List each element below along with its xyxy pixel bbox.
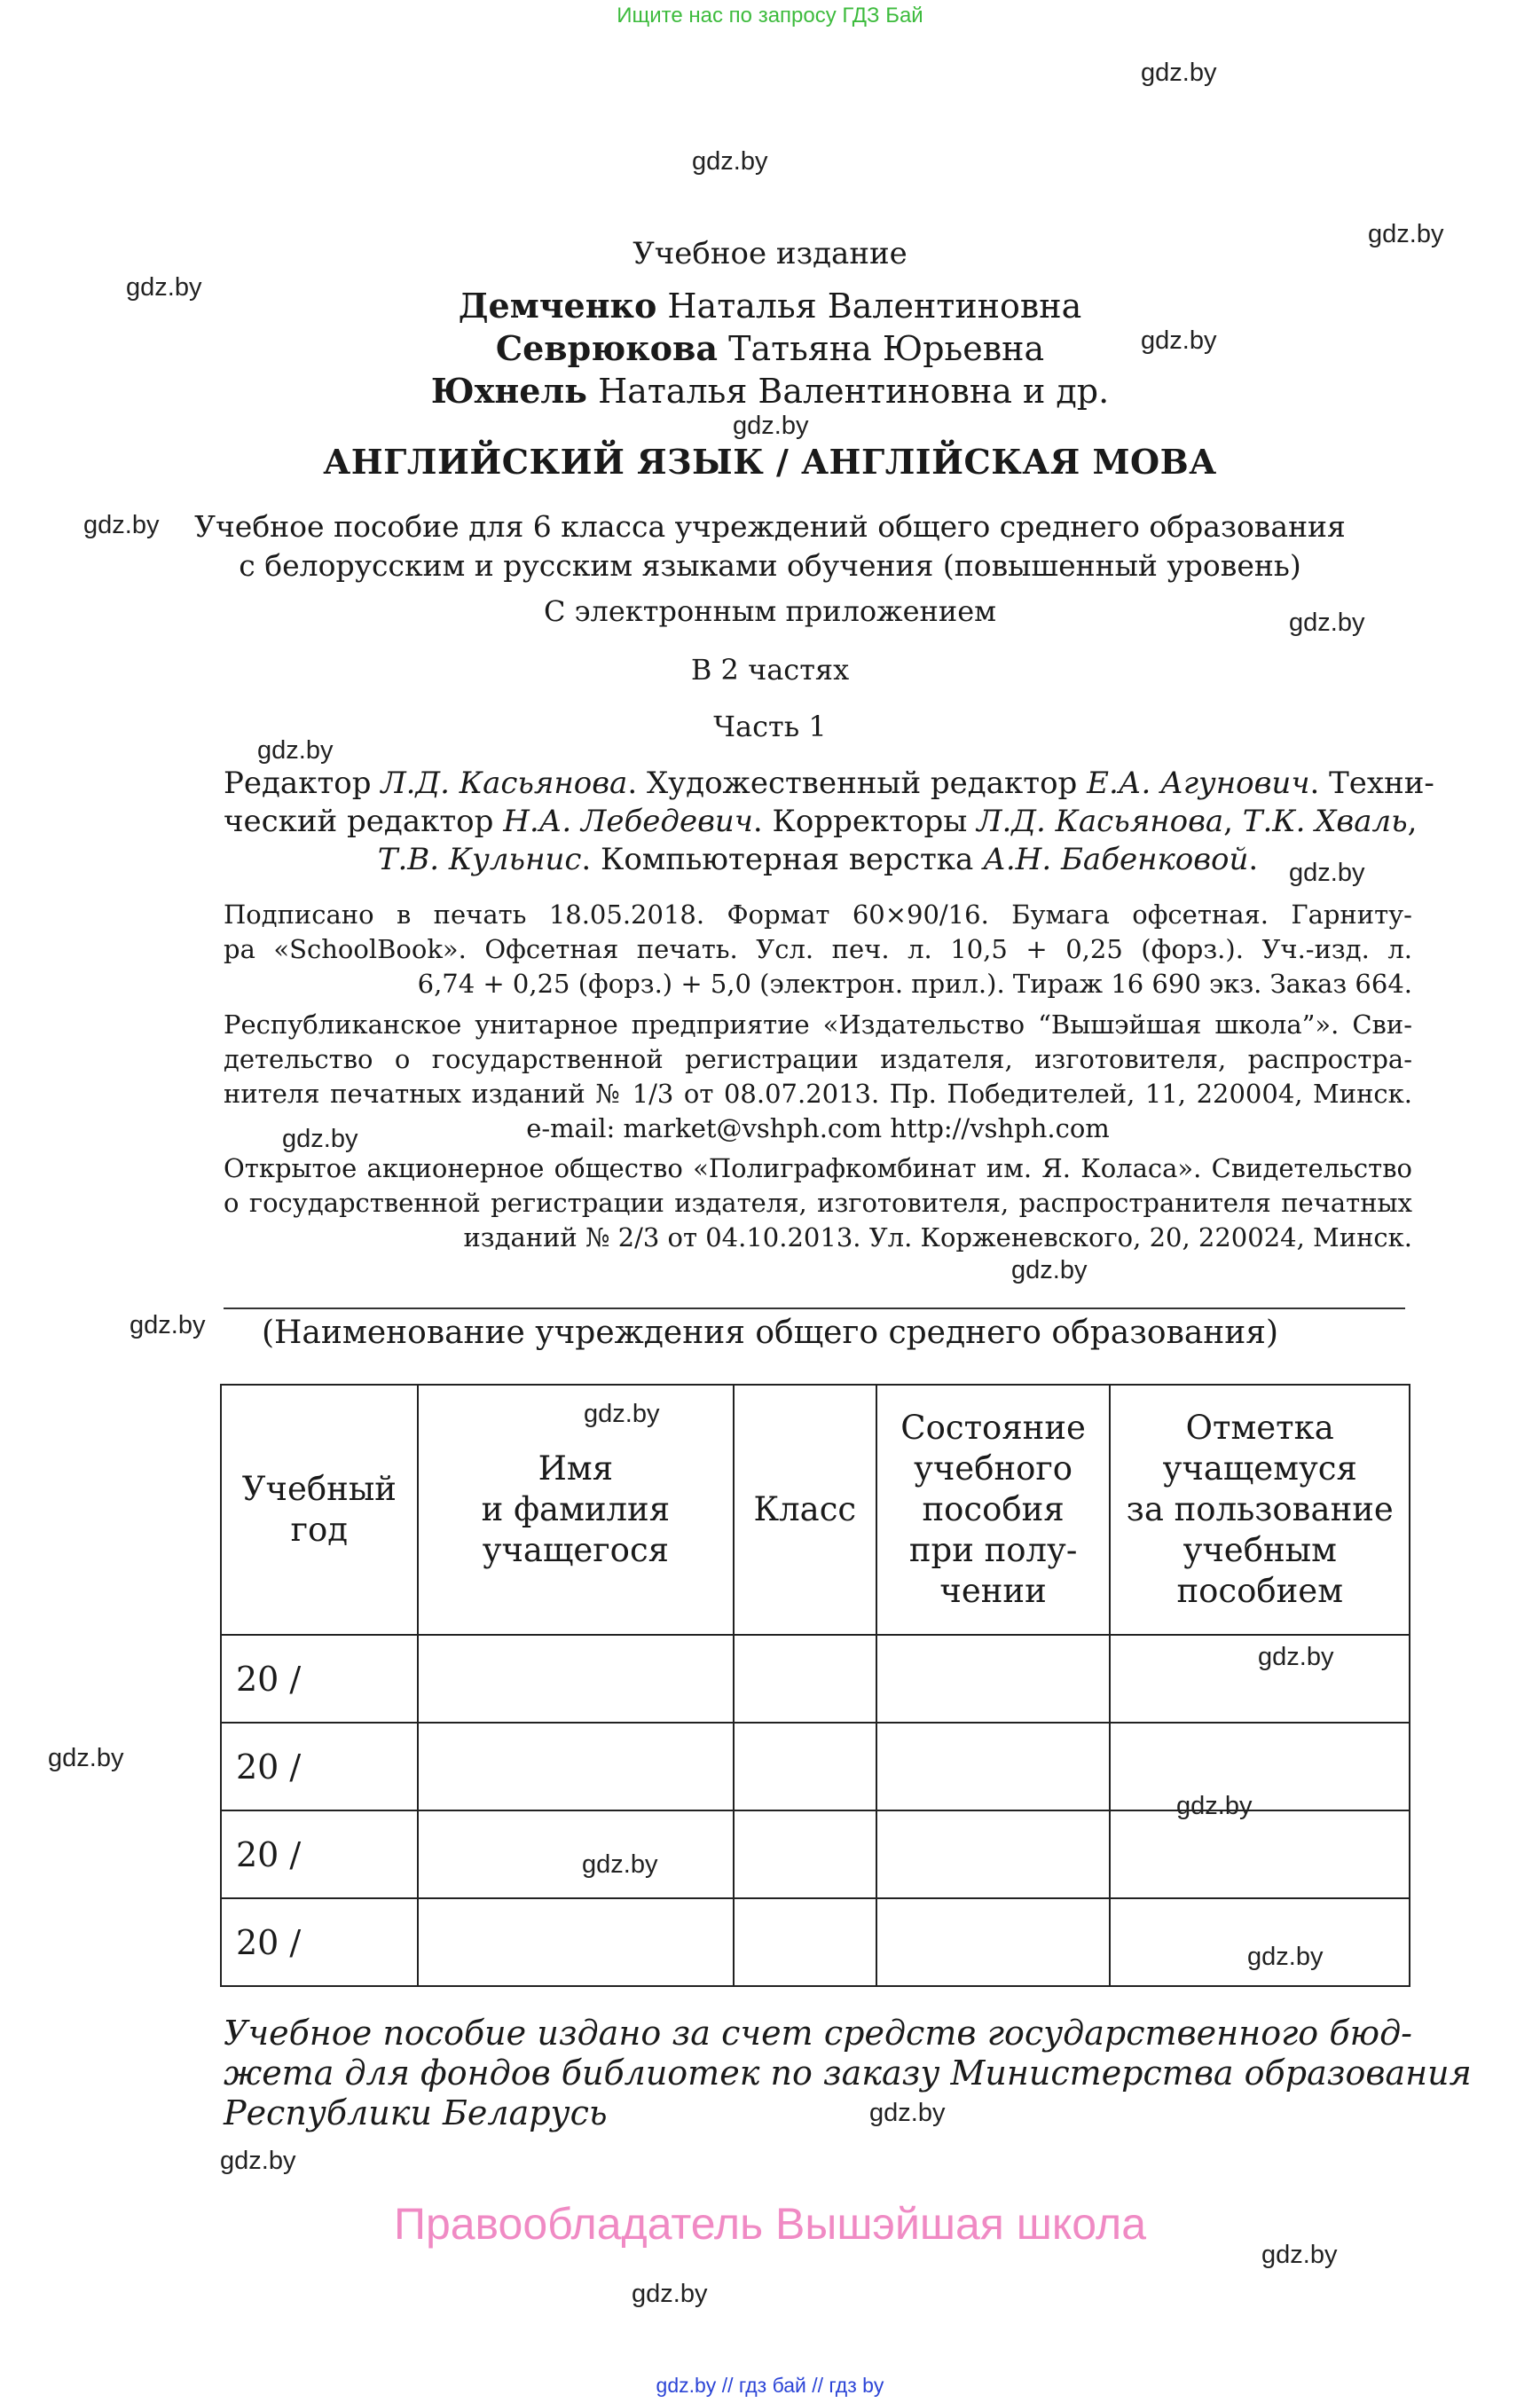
watermark: gdz.by — [1258, 1643, 1334, 1671]
name-cell[interactable] — [418, 1635, 734, 1723]
condition-cell[interactable] — [876, 1723, 1111, 1810]
credits-line: ческий редактор Н.А. Лебедевич. Корректоры Л.Д. Касьянова, Т.К. Хваль, — [224, 804, 1418, 839]
watermark: gdz.by — [1289, 859, 1365, 887]
mark-cell[interactable] — [1110, 1898, 1410, 1986]
printer-details: Открытое акционерное общество «Полиграфкомбинат им. Я. Коласа». Свидетельство о государственной регистрации издателя, изготовителя, распространителя печатных изданий № 2/3 от 04.10.2013. Ул. Корженевского, 20, 220024, Минск. — [224, 1153, 1412, 1253]
watermark: gdz.by — [582, 1850, 658, 1879]
fill-in-line — [224, 1308, 1405, 1309]
header-school-year: Учебный год — [221, 1385, 418, 1635]
year-cell[interactable]: 20 / — [221, 1723, 418, 1810]
mark-cell[interactable] — [1110, 1810, 1410, 1898]
book-description: с белорусским и русским языками обучения (повышенный уровень) — [239, 548, 1301, 583]
textbook-register-table — [220, 1384, 1410, 1987]
author-name: Наталья Валентиновна — [667, 287, 1082, 326]
header-condition: Состояние учебного пособия при полу- чении — [876, 1385, 1111, 1635]
watermark: gdz.by — [632, 2280, 708, 2308]
watermark: gdz.by — [257, 736, 334, 765]
watermark: gdz.by — [584, 1400, 660, 1428]
edition-type: Учебное издание — [632, 236, 908, 271]
watermark: gdz.by — [220, 2147, 296, 2175]
class-cell[interactable] — [734, 1810, 876, 1898]
book-title: АНГЛИЙСКИЙ ЯЗЫК / АНГЛІЙСКАЯ МОВА — [323, 442, 1217, 482]
condition-cell[interactable] — [876, 1635, 1111, 1723]
author-surname: Севрюкова — [495, 328, 719, 368]
institution-label: (Наименование учреждения общего среднего образования) — [261, 1315, 1279, 1351]
watermark: gdz.by — [1368, 220, 1444, 248]
top-banner[interactable]: Ищите нас по запросу ГДЗ Бай — [617, 4, 923, 27]
class-cell[interactable] — [734, 1898, 876, 1986]
watermark: gdz.by — [1141, 326, 1217, 355]
book-description: Учебное пособие для 6 класса учреждений общего среднего образования — [194, 509, 1346, 544]
table-row — [221, 1810, 1410, 1898]
watermark: gdz.by — [1261, 2241, 1338, 2269]
watermark: gdz.by — [869, 2099, 946, 2127]
parts-note: В 2 частях — [690, 653, 850, 687]
table-row — [221, 1898, 1410, 1986]
class-cell[interactable] — [734, 1723, 876, 1810]
class-cell[interactable] — [734, 1635, 876, 1723]
watermark: gdz.by — [692, 147, 768, 176]
watermark: gdz.by — [126, 273, 202, 302]
credits-line: Т.В. Кульнис. Компьютерная верстка А.Н. Бабенковой. — [377, 842, 1259, 877]
watermark: gdz.by — [282, 1125, 358, 1153]
credits-line: Редактор Л.Д. Касьянова. Художественный редактор Е.А. Агунович. Техни- — [224, 766, 1434, 801]
watermark: gdz.by — [1247, 1943, 1324, 1971]
header-student-mark: Отметка учащемуся за пользование учебным пособием — [1110, 1385, 1410, 1635]
author-surname: Юхнель — [430, 371, 587, 411]
author-name: Татьяна Юрьевна — [728, 329, 1045, 368]
author-line — [0, 328, 1540, 368]
mark-cell[interactable] — [1110, 1635, 1410, 1723]
year-cell[interactable]: 20 / — [221, 1635, 418, 1723]
table-row — [221, 1635, 1410, 1723]
watermark: gdz.by — [1141, 59, 1217, 87]
name-cell[interactable] — [418, 1898, 734, 1986]
credits — [224, 765, 1434, 879]
condition-cell[interactable] — [876, 1898, 1111, 1986]
author-surname: Демченко — [458, 286, 657, 326]
name-cell[interactable] — [418, 1810, 734, 1898]
rights-holder: Правообладатель Вышэйшая школа — [394, 2199, 1146, 2249]
part-number: Часть 1 — [713, 710, 827, 743]
author-name: Наталья Валентиновна и др. — [598, 372, 1110, 411]
name-cell[interactable] — [418, 1723, 734, 1810]
header-class: Класс — [734, 1385, 876, 1635]
watermark: gdz.by — [130, 1311, 206, 1339]
funding-note: Учебное пособие издано за счет средств государственного бюд- жета для фондов библиотек по заказу Министерства образования Республики Беларусь — [224, 2014, 1472, 2132]
table-header-row — [221, 1385, 1410, 1635]
author-line — [0, 286, 1540, 326]
watermark: gdz.by — [1289, 609, 1365, 637]
watermark: gdz.by — [733, 412, 809, 440]
watermark: gdz.by — [1011, 1256, 1088, 1284]
author-line — [0, 371, 1540, 411]
publisher-details: Республиканское унитарное предприятие «Издательство “Вышэйшая школа”». Сви- детельство о государственной регистрации издателя, изготовителя, распростра- нителя печатных изданий № 1/3 от 08.07.2013. Пр. Победителей, 11, 220004, Минск. e-mail: market@vshph.com http://vshph.com — [224, 1008, 1412, 1146]
watermark: gdz.by — [1176, 1792, 1253, 1820]
watermark: gdz.by — [48, 1744, 124, 1772]
publisher-contacts[interactable]: e-mail: market@vshph.com http://vshph.com — [526, 1113, 1110, 1143]
watermark: gdz.by — [83, 511, 160, 539]
print-details: Подписано в печать 18.05.2018. Формат 60×90/16. Бумага офсетная. Гарниту- ра «SchoolBook». Офсетная печать. Усл. печ. л. 10,5 + 0,25 (форз.). Уч.-изд. л. 6,74 + 0,25 (форз.) + 5,0 (электрон. прил.). Тираж 16 690 экз. Заказ 664. — [224, 899, 1412, 999]
mark-cell[interactable] — [1110, 1723, 1410, 1810]
year-cell[interactable]: 20 / — [221, 1898, 418, 1986]
year-cell[interactable]: 20 / — [221, 1810, 418, 1898]
header-student-name: Имя и фамилия учащегося — [418, 1385, 734, 1635]
table-row — [221, 1723, 1410, 1810]
footer-links[interactable]: gdz.by // гдз бай // гдз by — [656, 2374, 884, 2397]
condition-cell[interactable] — [876, 1810, 1111, 1898]
supplement-note: С электронным приложением — [543, 594, 997, 628]
